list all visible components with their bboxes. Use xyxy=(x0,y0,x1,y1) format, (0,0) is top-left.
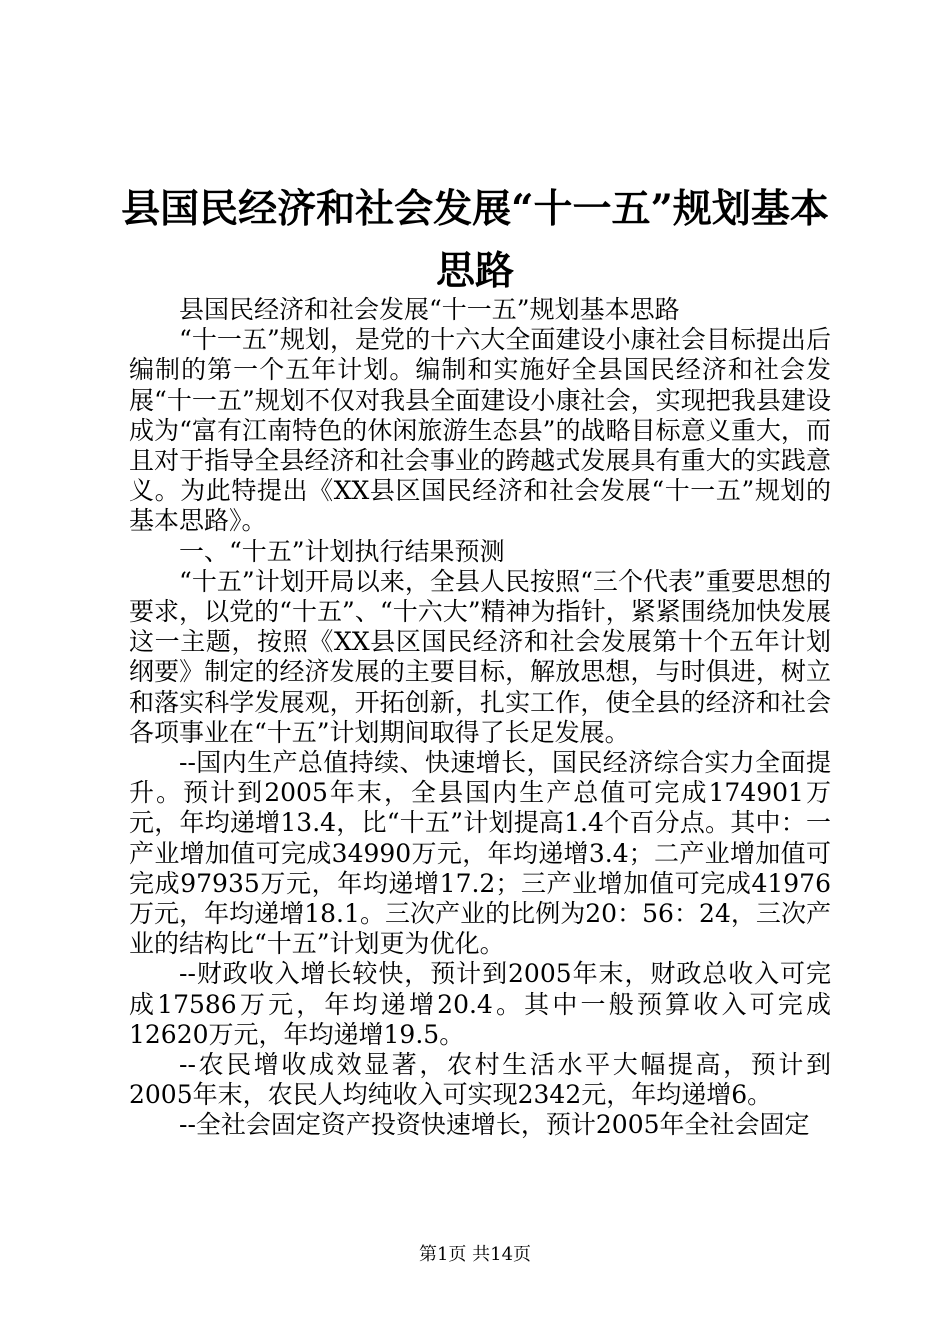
body-paragraph: “十五”计划开局以来，全县人民按照“三个代表”重要思想的要求，以党的“十五”、“十六大”精神为指针，紧紧围绕加快发展这一主题，按照《XX县区国民经济和社会发展第十个五年计划纲要》制定的经济发展的主要目标，解放思想，与时俱进，树立和落实科学发展观，开拓创新，扎实工作，使全县的经济和社会各项事业在“十五”计划期间取得了长足发展。 xyxy=(129,566,831,747)
body-paragraph: “十一五”规划，是党的十六大全面建设小康社会目标提出后编制的第一个五年计划。编制和实施好全县国民经济和社会发展“十一五”规划不仅对我县全面建设小康社会，实现把我县建设成为“富有江南特色的休闲旅游生态县”的战略目标意义重大，而且对于指导全县经济和社会事业的跨越式发展具有重大的实践意义。为此特提出《XX县区国民经济和社会发展“十一五”规划的基本思路》。 xyxy=(129,325,831,536)
body-paragraph: --财政收入增长较快，预计到2005年末，财政总收入可完成17586万元，年均递增20.4。其中一般预算收入可完成12620万元，年均递增19.5。 xyxy=(129,959,831,1049)
section-heading: 一、“十五”计划执行结果预测 xyxy=(179,536,505,566)
page-number-footer: 第1页 共14页 xyxy=(418,1244,532,1265)
body-subtitle: 县国民经济和社会发展“十一五”规划基本思路 xyxy=(179,295,680,324)
document-body xyxy=(129,295,831,1141)
document-title: 县国民经济和社会发展“十一五”规划基本思路 xyxy=(121,186,829,294)
body-paragraph: --农民增收成效显著，农村生活水平大幅提高，预计到2005年末，农民人均纯收入可实现2342元，年均递增6。 xyxy=(129,1050,831,1110)
body-paragraph: --国内生产总值持续、快速增长，国民经济综合实力全面提升。预计到2005年末，全县国内生产总值可完成174901万元，年均递增13.4，比“十五”计划提高1.4个百分点。其中：一产业增加值可完成34990万元，年均递增3.4；二产业增加值可完成97935万元，年均递增17.2；三产业增加值可完成41976万元，年均递增18.1。三次产业的比例为20：56：24，三次产业的结构比“十五”计划更为优化。 xyxy=(129,748,831,959)
body-paragraph: --全社会固定资产投资快速增长，预计2005年全社会固定 xyxy=(179,1110,810,1140)
